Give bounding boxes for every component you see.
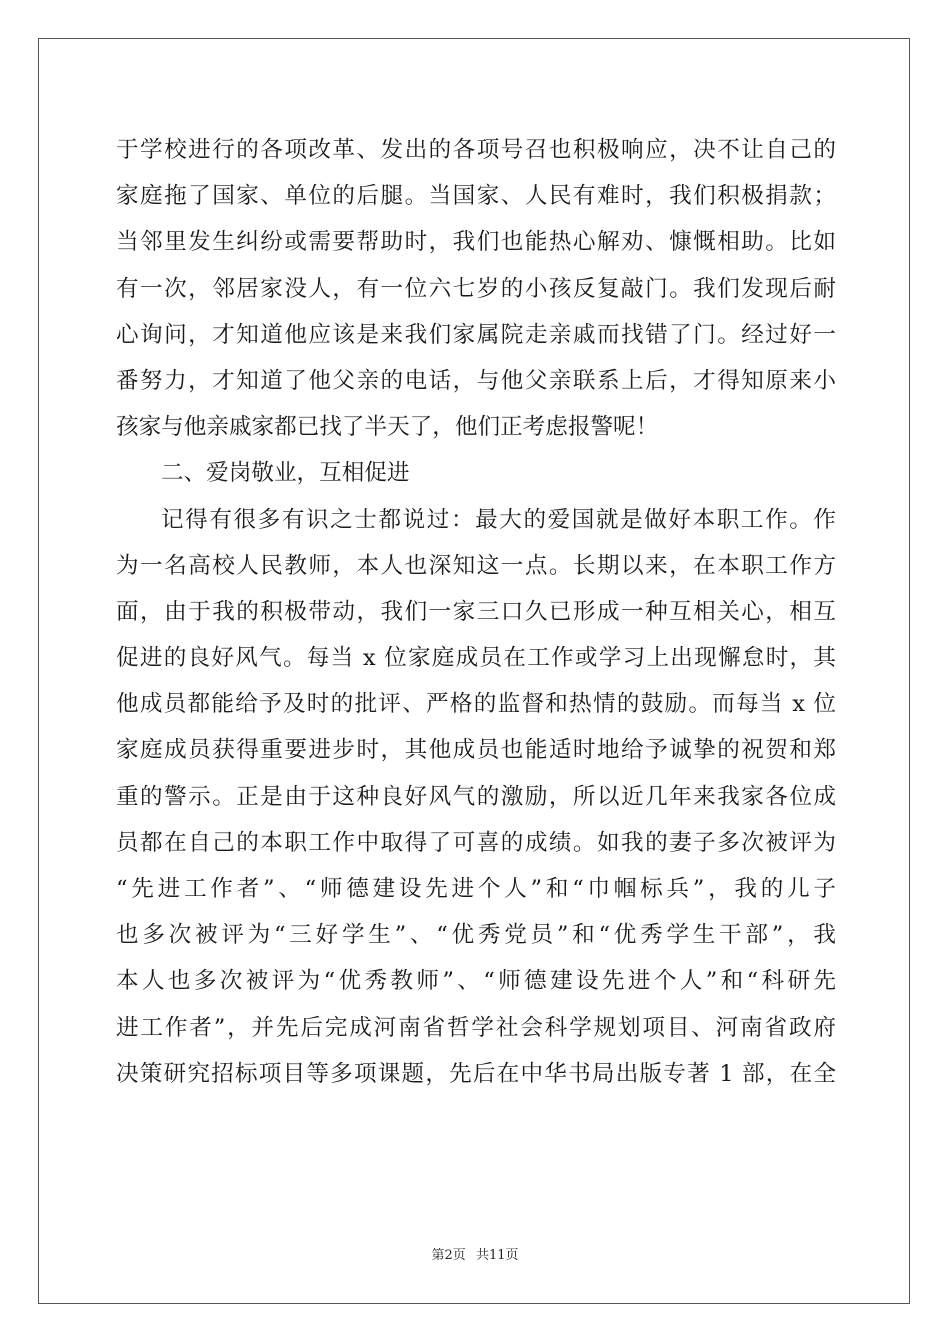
text-line: 本人也多次被评为“优秀教师”、“师德建设先进个人”和“科研先 bbox=[116, 968, 836, 995]
text-line: 番努力，才知道了他父亲的电话，与他父亲联系上后，才得知原来小 bbox=[116, 367, 836, 394]
text-line: 他成员都能给予及时的批评、严格的监督和热情的鼓励。而每当 x 位 bbox=[116, 691, 836, 718]
text-line: 有一次，邻居家没人，有一位六七岁的小孩反复敲门。我们发现后耐 bbox=[116, 275, 836, 302]
text-line: 记得有很多有识之士都说过：最大的爱国就是做好本职工作。作 bbox=[161, 506, 836, 533]
text-line: 面，由于我的积极带动，我们一家三口久已形成一种互相关心，相互 bbox=[116, 598, 836, 625]
page-total: 共11页 bbox=[475, 1248, 519, 1263]
text-line: 决策研究招标项目等多项课题，先后在中华书局出版专著 1 部，在全 bbox=[116, 1060, 836, 1087]
text-line: 员都在自己的本职工作中取得了可喜的成绩。如我的妻子多次被评为 bbox=[116, 829, 836, 856]
text-line: 为一名高校人民教师，本人也深知这一点。长期以来，在本职工作方 bbox=[116, 552, 836, 579]
text-line: 也多次被评为“三好学生”、“优秀党员”和“优秀学生干部”，我 bbox=[116, 922, 836, 949]
text-line: 家庭成员获得重要进步时，其他成员也能适时地给予诚挚的祝贺和郑 bbox=[116, 737, 836, 764]
text-line: 当邻里发生纠纷或需要帮助时，我们也能热心解劝、慷慨相助。比如 bbox=[116, 229, 836, 256]
text-line: 心询问，才知道他应该是来我们家属院走亲戚而找错了门。经过好一 bbox=[116, 321, 836, 348]
text-line: 进工作者”，并先后完成河南省哲学社会科学规划项目、河南省政府 bbox=[116, 1014, 836, 1041]
page-number: 第2页 bbox=[431, 1248, 466, 1263]
text-line: “先进工作者”、“师德建设先进个人”和“巾帼标兵”，我的儿子 bbox=[116, 876, 836, 902]
document-body bbox=[116, 127, 836, 1097]
text-line: 于学校进行的各项改革、发出的各项号召也积极响应，决不让自己的 bbox=[116, 137, 836, 163]
text-line: 促进的良好风气。每当 x 位家庭成员在工作或学习上出现懈怠时，其 bbox=[116, 645, 836, 672]
section-heading: 二、爱岗敬业，互相促进 bbox=[161, 460, 410, 487]
text-line: 重的警示。正是由于这种良好风气的激励，所以近几年来我家各位成 bbox=[116, 783, 836, 810]
text-line: 孩家与他亲戚家都已找了半天了，他们正考虑报警呢！ bbox=[116, 414, 659, 441]
page-footer bbox=[0, 1244, 950, 1263]
text-line: 家庭拖了国家、单位的后腿。当国家、人民有难时，我们积极捐款； bbox=[116, 183, 836, 210]
